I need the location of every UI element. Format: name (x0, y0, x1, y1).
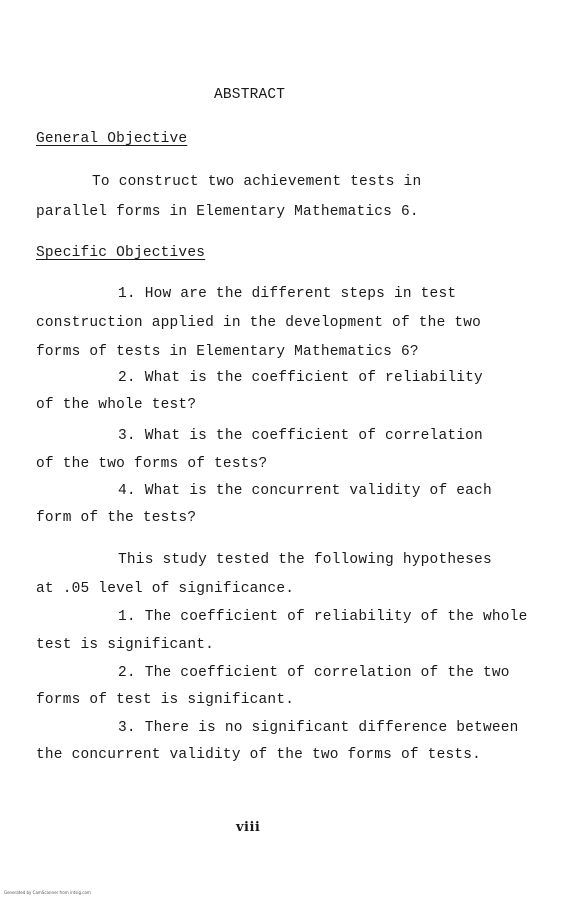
hypotheses-line: 1. The coefficient of reliability of the whole (118, 609, 528, 625)
hypotheses-line: 3. There is no significant difference between (118, 720, 519, 736)
specific-objective-line: form of the tests? (36, 510, 197, 526)
hypotheses-line: at .05 level of significance. (36, 581, 295, 597)
specific-objective-line: 1. How are the different steps in test (118, 286, 457, 302)
specific-objective-line: 4. What is the concurrent validity of each (118, 483, 492, 499)
page-title: ABSTRACT (214, 87, 286, 103)
specific-objective-line: 2. What is the coefficient of reliability (118, 370, 483, 386)
specific-objective-line: of the whole test? (36, 397, 197, 413)
specific-objective-line: construction applied in the development of the two (36, 315, 482, 331)
hypotheses-line: the concurrent validity of the two forms of tests. (36, 747, 482, 763)
hypotheses-line: forms of test is significant. (36, 692, 295, 708)
specific-objective-line: 3. What is the coefficient of correlation (118, 428, 483, 444)
general-objective-heading: General Objective (36, 131, 188, 147)
scanner-footer: Generated by CamScanner from intsig.com (4, 890, 91, 895)
hypotheses-line: test is significant. (36, 637, 215, 653)
general-objective-line: parallel forms in Elementary Mathematics 6. (36, 204, 419, 220)
specific-objectives-heading: Specific Objectives (36, 245, 206, 261)
specific-objective-line: of the two forms of tests? (36, 456, 268, 472)
general-objective-line: To construct two achievement tests in (92, 174, 422, 190)
hypotheses-line: This study tested the following hypotheses (118, 552, 492, 568)
hypotheses-line: 2. The coefficient of correlation of the two (118, 665, 510, 681)
page-number: viii (236, 820, 261, 835)
specific-objective-line: forms of tests in Elementary Mathematics 6? (36, 344, 419, 360)
